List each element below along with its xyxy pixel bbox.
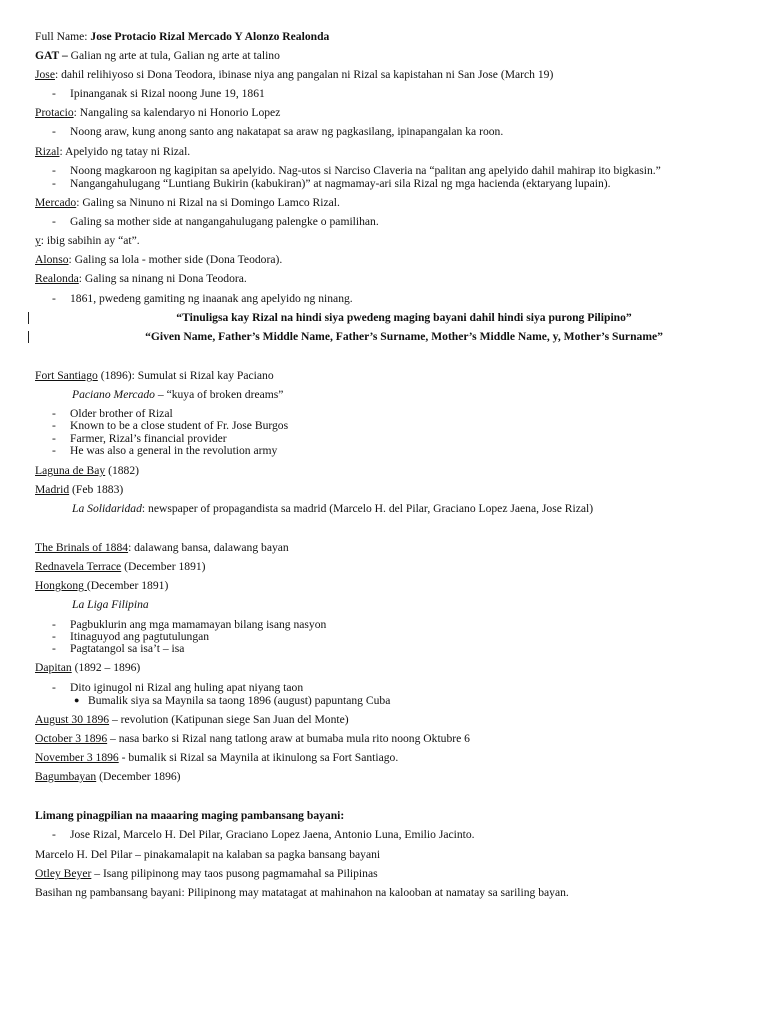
paciano-term: Paciano Mercado — [72, 388, 155, 401]
list-item-text: Pagtatangol sa isa’t – isa — [70, 642, 185, 655]
aug30-text: – revolution (Katipunan siege San Juan del Monte) — [109, 713, 349, 726]
list-item-text: Farmer, Rizal’s financial provider — [70, 432, 227, 445]
otley-term: Otley Beyer — [35, 867, 92, 880]
mercado-text: : Galing sa Ninuno ni Rizal na si Domingo Lamco Rizal. — [76, 196, 340, 209]
list-item-text: Noong araw, kung anong santo ang nakatapat sa araw ng pagkasilang, ipinapangalan ka roon. — [70, 125, 504, 138]
realonda-text: : Galing sa ninang ni Dona Teodora. — [78, 272, 247, 285]
y-text: : ibig sabihin ay “at”. — [40, 234, 140, 247]
nov3-line — [35, 751, 398, 765]
dash-marker: - — [52, 419, 56, 432]
list-item — [52, 164, 661, 178]
list-item — [52, 292, 353, 306]
oct3-text: – nasa barko si Rizal nang tatlong araw at bumaba mula rito noong Oktubre 6 — [107, 732, 470, 745]
mercado-line — [35, 196, 340, 210]
alonso-line — [35, 253, 282, 267]
dash-marker: - — [52, 432, 56, 445]
paciano-text: – “kuya of broken dreams” — [154, 388, 284, 401]
madrid-text: (Feb 1883) — [69, 483, 124, 496]
limang-heading: Limang pinagpilian na maaaring maging pambansang bayani: — [35, 809, 345, 822]
jose-text: : dahil relihiyoso si Dona Teodora, ibinase niya ang pangalan ni Rizal sa kapistahan ni San Jose (March 19) — [54, 68, 554, 81]
dash-marker: - — [52, 125, 56, 138]
laguna-text: (1882) — [105, 464, 139, 477]
list-item — [52, 828, 475, 842]
protacio-term: Protacio — [35, 106, 74, 119]
dash-marker: - — [52, 444, 56, 457]
nov3-text: - bumalik si Rizal sa Maynila at ikinulong sa Fort Santiago. — [118, 751, 399, 764]
madrid-term: Madrid — [35, 483, 70, 496]
rizal-line — [35, 145, 190, 159]
quote-line: “Given Name, Father’s Middle Name, Father’s Surname, Mother’s Middle Name, y, Mother’s Surname” — [145, 330, 663, 343]
oct3-term: October 3 1896 — [35, 732, 108, 745]
solidaridad-line — [72, 502, 593, 516]
rednavela-term: Rednavela Terrace — [35, 560, 122, 573]
dash-marker: - — [52, 630, 56, 643]
mercado-term: Mercado — [35, 196, 77, 209]
fort-santiago-text: (1896): Sumulat si Rizal kay Paciano — [97, 369, 274, 382]
dash-marker: - — [52, 87, 56, 100]
solidaridad-text: : newspaper of propagandista sa madrid (Marcelo H. del Pilar, Graciano Lopez Jaena, Jose Rizal) — [141, 502, 594, 515]
dash-marker: - — [52, 407, 56, 420]
liga-term: La Liga Filipina — [72, 598, 149, 611]
list-item-text: Galing sa mother side at nangangahulugang palengke o pamilihan. — [70, 215, 379, 228]
otley-line — [35, 867, 378, 881]
list-item — [52, 215, 379, 229]
list-item — [52, 177, 611, 191]
list-item-text: Noong magkaroon ng kagipitan sa apelyido. Nag-utos si Narciso Claveria na “palitan ang apelyido dahil mahirap ito bigkasin.” — [70, 164, 661, 177]
full-name-label: Full Name: — [35, 30, 91, 43]
list-item-text: He was also a general in the revolution army — [70, 444, 278, 457]
bagumbayan-text: (December 1896) — [96, 770, 181, 783]
realonda-term: Realonda — [35, 272, 79, 285]
dapitan-line — [35, 661, 140, 675]
y-line — [35, 234, 140, 248]
laguna-line — [35, 464, 139, 478]
alonso-term: Alonso — [35, 253, 69, 266]
dapitan-text: (1892 – 1896) — [71, 661, 141, 674]
protacio-text: : Nangaling sa kalendaryo ni Honorio Lopez — [73, 106, 281, 119]
aug30-line — [35, 713, 349, 727]
hongkong-term: Hongkong — [35, 579, 87, 592]
dash-marker: - — [52, 618, 56, 631]
list-item — [52, 125, 503, 139]
oct3-line — [35, 732, 470, 746]
list-item-text: Bumalik siya sa Maynila sa taong 1896 (august) papuntang Cuba — [88, 694, 391, 707]
rednavela-text: (December 1891) — [121, 560, 206, 573]
solidaridad-term: La Solidaridad — [72, 502, 142, 515]
dash-marker: - — [52, 164, 56, 177]
laguna-term: Laguna de Bay — [35, 464, 106, 477]
dash-marker: - — [52, 292, 56, 305]
nov3-term: November 3 1896 — [35, 751, 119, 764]
list-item-text: Ipinanganak si Rizal noong June 19, 1861 — [70, 87, 265, 100]
brinals-term: The Brinals of 1884 — [35, 541, 129, 554]
gat-term: GAT – — [35, 49, 68, 62]
full-name-value: Jose Protacio Rizal Mercado Y Alonzo Realonda — [90, 30, 330, 43]
quote-line: “Tinuligsa kay Rizal na hindi siya pwedeng maging bayani dahil hindi siya purong Pilipino” — [176, 311, 632, 324]
list-item — [52, 444, 277, 458]
change-bar — [28, 331, 29, 343]
full-name-line — [35, 30, 329, 44]
bagumbayan-line — [35, 770, 181, 784]
dash-marker: - — [52, 681, 56, 694]
hongkong-line — [35, 579, 168, 593]
basihan-line: Basihan ng pambansang bayani: Pilipinong may matatagat at mahinahon na kalooban at namatay sa sariling bayan. — [35, 886, 569, 899]
list-item-text: Jose Rizal, Marcelo H. Del Pilar, Graciano Lopez Jaena, Antonio Luna, Emilio Jacinto. — [70, 828, 475, 841]
brinals-text: : dalawang bansa, dalawang bayan — [128, 541, 289, 554]
dash-marker: - — [52, 828, 56, 841]
list-item-text: 1861, pwedeng gamiting ng inaanak ang apelyido ng ninang. — [70, 292, 353, 305]
list-item — [74, 694, 390, 708]
jose-line — [35, 68, 553, 82]
dash-marker: - — [52, 642, 56, 655]
dash-marker: - — [52, 177, 56, 190]
fort-santiago-term: Fort Santiago — [35, 369, 98, 382]
list-item-text: Itinaguyod ang pagtutulungan — [70, 630, 210, 643]
list-item — [52, 642, 184, 656]
aug30-term: August 30 1896 — [35, 713, 110, 726]
jose-term: Jose — [35, 68, 55, 81]
gat-line — [35, 49, 280, 63]
list-item — [52, 681, 303, 695]
rizal-text: : Apelyido ng tatay ni Rizal. — [59, 145, 191, 158]
otley-text: – Isang pilipinong may taos pusong pagmamahal sa Pilipinas — [91, 867, 378, 880]
liga-line — [72, 598, 149, 612]
list-item — [52, 87, 265, 101]
list-item-text: Nangangahulugang “Luntiang Bukirin (kabukiran)” at nagmamay-ari sila Rizal ng mga hacienda (ektaryang lupain). — [70, 177, 611, 190]
paciano-line — [72, 388, 283, 402]
fort-santiago-line — [35, 369, 274, 383]
rizal-term: Rizal — [35, 145, 60, 158]
list-item-text: Older brother of Rizal — [70, 407, 173, 420]
rednavela-line — [35, 560, 206, 574]
gat-text: Galian ng arte at tula, Galian ng arte at talino — [67, 49, 280, 62]
dapitan-term: Dapitan — [35, 661, 72, 674]
dash-marker: - — [52, 215, 56, 228]
protacio-line — [35, 106, 280, 120]
y-term: y — [35, 234, 41, 247]
list-item-text: Pagbuklurin ang mga mamamayan bilang isang nasyon — [70, 618, 327, 631]
list-item — [52, 419, 288, 433]
madrid-line — [35, 483, 123, 497]
hongkong-text: (December 1891) — [86, 579, 169, 592]
change-bar — [28, 312, 29, 324]
realonda-line — [35, 272, 247, 286]
list-item-text: Dito iginugol ni Rizal ang huling apat niyang taon — [70, 681, 304, 694]
alonso-text: : Galing sa lola - mother side (Dona Teodora). — [68, 253, 283, 266]
marcelo-line: Marcelo H. Del Pilar – pinakamalapit na kalaban sa pagka bansang bayani — [35, 848, 381, 861]
bullet-marker: ● — [74, 695, 80, 705]
list-item-text: Known to be a close student of Fr. Jose Burgos — [70, 419, 289, 432]
brinals-line — [35, 541, 289, 555]
bagumbayan-term: Bagumbayan — [35, 770, 97, 783]
